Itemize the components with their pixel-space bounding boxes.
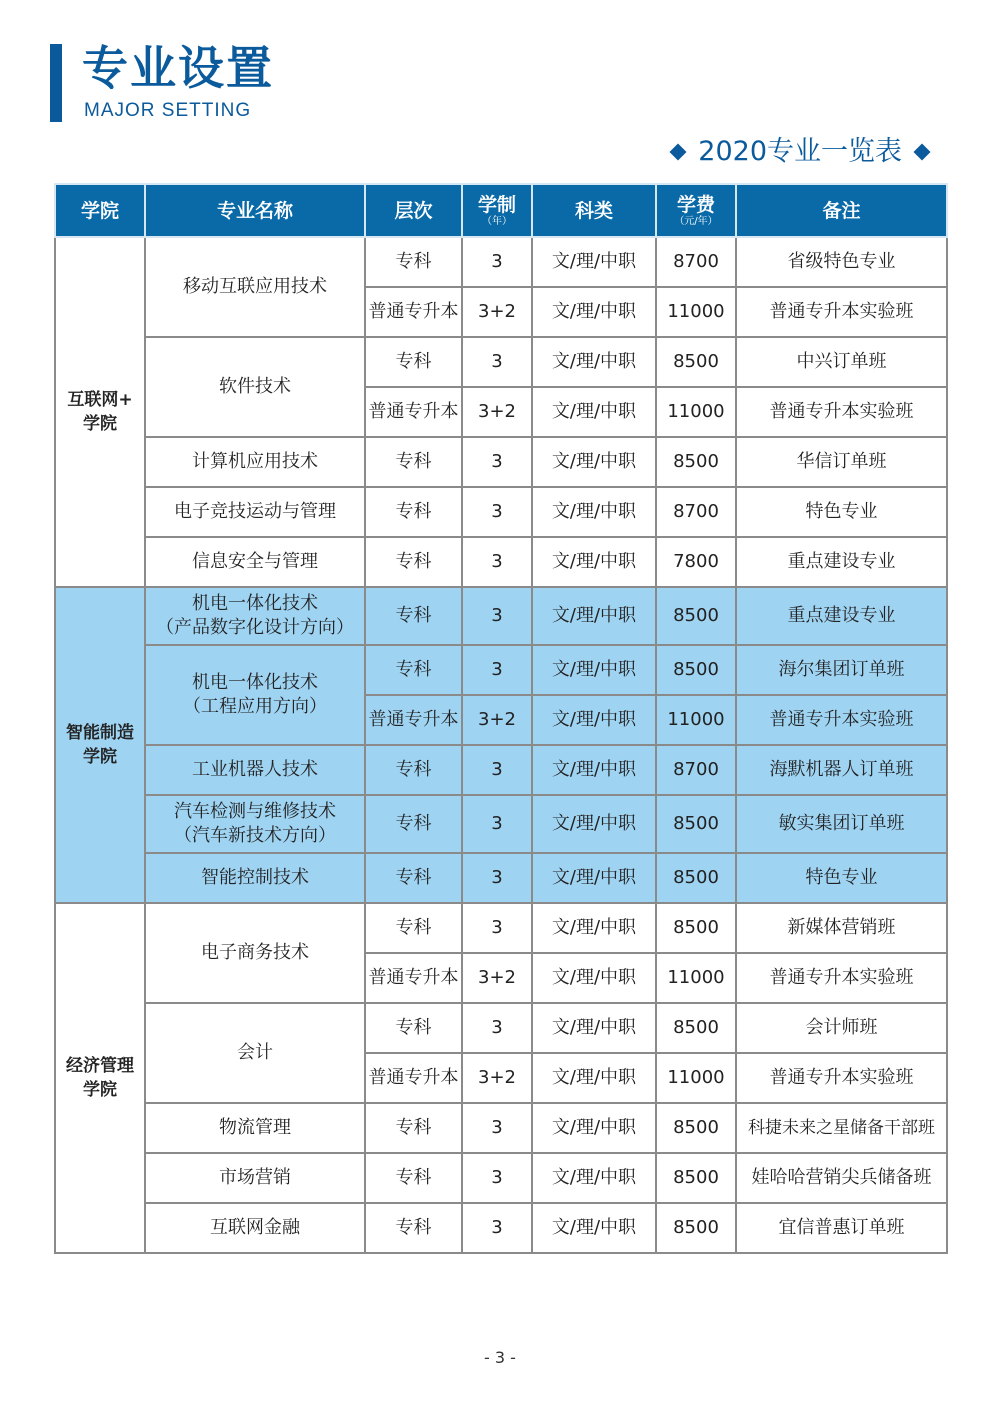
- note-cell: 新媒体营销班: [736, 903, 947, 953]
- fee-cell: 8500: [656, 853, 736, 903]
- major-name: 软件技术: [219, 376, 291, 397]
- duration-cell: 3: [462, 1153, 532, 1203]
- note-cell: 娃哈哈营销尖兵储备班: [736, 1153, 947, 1203]
- fee-cell: 7800: [656, 537, 736, 587]
- table-row: [55, 237, 947, 287]
- duration-cell: 3: [462, 537, 532, 587]
- major-name: 工业机器人技术: [192, 759, 318, 780]
- fee-cell: 8700: [656, 237, 736, 287]
- major-name: 会计: [237, 1042, 273, 1063]
- subject-cell: 文/理/中职: [532, 645, 656, 695]
- subject-cell: 文/理/中职: [532, 437, 656, 487]
- level-cell: 专科: [365, 853, 462, 903]
- college-name-line2: 学院: [83, 747, 117, 767]
- note-cell: 特色专业: [736, 853, 947, 903]
- subject-cell: 文/理/中职: [532, 1053, 656, 1103]
- table-row: [55, 1103, 947, 1153]
- subject-cell: 文/理/中职: [532, 1153, 656, 1203]
- major-name-cell: [145, 1203, 365, 1253]
- subject-cell: 文/理/中职: [532, 853, 656, 903]
- major-name-cell: [145, 795, 365, 853]
- college-name-line1: 经济管理: [66, 1056, 134, 1076]
- fee-cell: 11000: [656, 287, 736, 337]
- fee-cell: 11000: [656, 387, 736, 437]
- note-cell: 省级特色专业: [736, 237, 947, 287]
- major-name-cell: [145, 1003, 365, 1103]
- level-cell: 专科: [365, 903, 462, 953]
- duration-cell: 3: [462, 437, 532, 487]
- level-cell: 专科: [365, 337, 462, 387]
- duration-cell: 3: [462, 795, 532, 853]
- subject-cell: 文/理/中职: [532, 537, 656, 587]
- major-name-cell: [145, 587, 365, 645]
- diamond-bullet-icon: [914, 144, 931, 161]
- college-name-line1: 智能制造: [66, 723, 134, 743]
- diamond-bullet-icon: [670, 144, 687, 161]
- header-accent-bar: [50, 44, 62, 122]
- note-cell: 会计师班: [736, 1003, 947, 1053]
- note-cell: 敏实集团订单班: [736, 795, 947, 853]
- note-cell: 宜信普惠订单班: [736, 1203, 947, 1253]
- table-row: [55, 645, 947, 695]
- level-cell: 专科: [365, 1003, 462, 1053]
- duration-cell: 3: [462, 587, 532, 645]
- fee-cell: 8500: [656, 645, 736, 695]
- major-name: 互联网金融: [210, 1217, 300, 1238]
- duration-cell: 3+2: [462, 387, 532, 437]
- fee-cell: 8500: [656, 903, 736, 953]
- college-cell: [55, 587, 145, 903]
- level-cell: 专科: [365, 645, 462, 695]
- table-row: [55, 1153, 947, 1203]
- major-name-cell: [145, 337, 365, 437]
- major-name: 市场营销: [219, 1167, 291, 1188]
- header-level: 层次: [365, 184, 462, 237]
- major-name: 电子竞技运动与管理: [174, 501, 336, 522]
- note-cell: 科捷未来之星储备干部班: [736, 1103, 947, 1153]
- subject-cell: 文/理/中职: [532, 1203, 656, 1253]
- table-row: [55, 487, 947, 537]
- level-cell: 专科: [365, 587, 462, 645]
- major-name-cell: [145, 853, 365, 903]
- level-cell: 专科: [365, 1153, 462, 1203]
- major-name: 机电一体化技术: [192, 672, 318, 693]
- table-row: [55, 903, 947, 953]
- fee-cell: 8700: [656, 487, 736, 537]
- note-cell: 海尔集团订单班: [736, 645, 947, 695]
- major-name-cell: [145, 537, 365, 587]
- duration-cell: 3+2: [462, 1053, 532, 1103]
- header-college: 学院: [55, 184, 145, 237]
- subject-cell: 文/理/中职: [532, 287, 656, 337]
- college-cell: [55, 903, 145, 1253]
- table-row: [55, 1003, 947, 1053]
- major-name-cell: [145, 437, 365, 487]
- fee-cell: 8500: [656, 795, 736, 853]
- table-row: [55, 745, 947, 795]
- subject-cell: 文/理/中职: [532, 695, 656, 745]
- fee-cell: 8500: [656, 587, 736, 645]
- major-name: 移动互联应用技术: [183, 276, 327, 297]
- note-cell: 普通专升本实验班: [736, 287, 947, 337]
- table-row: [55, 1203, 947, 1253]
- note-cell: 普通专升本实验班: [736, 695, 947, 745]
- major-name: 机电一体化技术: [192, 593, 318, 614]
- subject-cell: 文/理/中职: [532, 487, 656, 537]
- duration-cell: 3: [462, 337, 532, 387]
- duration-cell: 3+2: [462, 695, 532, 745]
- major-name: 信息安全与管理: [192, 551, 318, 572]
- major-name: 汽车检测与维修技术: [174, 801, 336, 822]
- level-cell: 普通专升本: [365, 695, 462, 745]
- major-name-cell: [145, 1153, 365, 1203]
- level-cell: 专科: [365, 487, 462, 537]
- subject-cell: 文/理/中职: [532, 587, 656, 645]
- duration-cell: 3+2: [462, 287, 532, 337]
- note-cell: 重点建设专业: [736, 537, 947, 587]
- table-row: [55, 587, 947, 645]
- note-cell: 海默机器人订单班: [736, 745, 947, 795]
- fee-cell: 11000: [656, 695, 736, 745]
- subject-cell: 文/理/中职: [532, 953, 656, 1003]
- major-name-cell: [145, 1103, 365, 1153]
- table-row: [55, 337, 947, 387]
- level-cell: 普通专升本: [365, 287, 462, 337]
- major-direction: （汽车新技术方向）: [174, 825, 336, 846]
- note-cell: 普通专升本实验班: [736, 953, 947, 1003]
- duration-cell: 3: [462, 1103, 532, 1153]
- major-name: 电子商务技术: [201, 942, 309, 963]
- page-title: 专业设置: [82, 41, 274, 95]
- table-header-row: [55, 184, 947, 237]
- duration-cell: 3: [462, 237, 532, 287]
- subject-cell: 文/理/中职: [532, 745, 656, 795]
- fee-cell: 8500: [656, 437, 736, 487]
- fee-cell: 8500: [656, 1203, 736, 1253]
- major-name: 计算机应用技术: [192, 451, 318, 472]
- fee-cell: 8700: [656, 745, 736, 795]
- level-cell: 普通专升本: [365, 953, 462, 1003]
- duration-cell: 3: [462, 903, 532, 953]
- duration-cell: 3: [462, 1003, 532, 1053]
- header-major: 专业名称: [145, 184, 365, 237]
- page-number: - 3 -: [484, 1348, 516, 1367]
- duration-cell: 3: [462, 745, 532, 795]
- level-cell: 专科: [365, 1103, 462, 1153]
- major-table: [54, 183, 948, 1254]
- note-cell: 普通专升本实验班: [736, 387, 947, 437]
- subject-cell: 文/理/中职: [532, 903, 656, 953]
- major-name-cell: [145, 903, 365, 1003]
- table-row: [55, 437, 947, 487]
- subject-cell: 文/理/中职: [532, 337, 656, 387]
- duration-cell: 3: [462, 487, 532, 537]
- note-cell: 华信订单班: [736, 437, 947, 487]
- subject-cell: 文/理/中职: [532, 1003, 656, 1053]
- subject-cell: 文/理/中职: [532, 387, 656, 437]
- fee-cell: 11000: [656, 953, 736, 1003]
- header-fee: 学费 （元/年）: [656, 184, 736, 237]
- level-cell: 专科: [365, 1203, 462, 1253]
- level-cell: 专科: [365, 237, 462, 287]
- fee-cell: 8500: [656, 337, 736, 387]
- header-subject: 科类: [532, 184, 656, 237]
- note-cell: 重点建设专业: [736, 587, 947, 645]
- fee-cell: 8500: [656, 1153, 736, 1203]
- level-cell: 普通专升本: [365, 387, 462, 437]
- duration-cell: 3: [462, 1203, 532, 1253]
- fee-cell: 11000: [656, 1053, 736, 1103]
- major-name: 智能控制技术: [201, 867, 309, 888]
- level-cell: 专科: [365, 537, 462, 587]
- duration-cell: 3+2: [462, 953, 532, 1003]
- duration-cell: 3: [462, 853, 532, 903]
- table-subtitle: [658, 134, 942, 170]
- college-name-line1: 互联网+: [67, 390, 133, 410]
- level-cell: 专科: [365, 437, 462, 487]
- level-cell: 专科: [365, 745, 462, 795]
- level-cell: 普通专升本: [365, 1053, 462, 1103]
- note-cell: 普通专升本实验班: [736, 1053, 947, 1103]
- college-cell: [55, 237, 145, 587]
- table-row: [55, 795, 947, 853]
- subject-cell: 文/理/中职: [532, 795, 656, 853]
- major-name-cell: [145, 487, 365, 537]
- subject-cell: 文/理/中职: [532, 1103, 656, 1153]
- major-name-cell: [145, 645, 365, 745]
- major-name-cell: [145, 745, 365, 795]
- table-subtitle-text: 2020专业一览表: [698, 136, 902, 167]
- major-direction: （产品数字化设计方向）: [156, 617, 354, 638]
- college-name-line2: 学院: [83, 1080, 117, 1100]
- note-cell: 特色专业: [736, 487, 947, 537]
- major-name: 物流管理: [219, 1117, 291, 1138]
- duration-cell: 3: [462, 645, 532, 695]
- table-row: [55, 537, 947, 587]
- college-name-line2: 学院: [83, 414, 117, 434]
- major-name-cell: [145, 237, 365, 337]
- header-duration: 学制 （年）: [462, 184, 532, 237]
- note-cell: 中兴订单班: [736, 337, 947, 387]
- fee-cell: 8500: [656, 1003, 736, 1053]
- page-title-english: MAJOR SETTING: [84, 100, 252, 121]
- fee-cell: 8500: [656, 1103, 736, 1153]
- level-cell: 专科: [365, 795, 462, 853]
- table-body: [55, 237, 947, 1253]
- table-row: [55, 853, 947, 903]
- subject-cell: 文/理/中职: [532, 237, 656, 287]
- major-direction: （工程应用方向）: [183, 696, 327, 717]
- header-note: 备注: [736, 184, 947, 237]
